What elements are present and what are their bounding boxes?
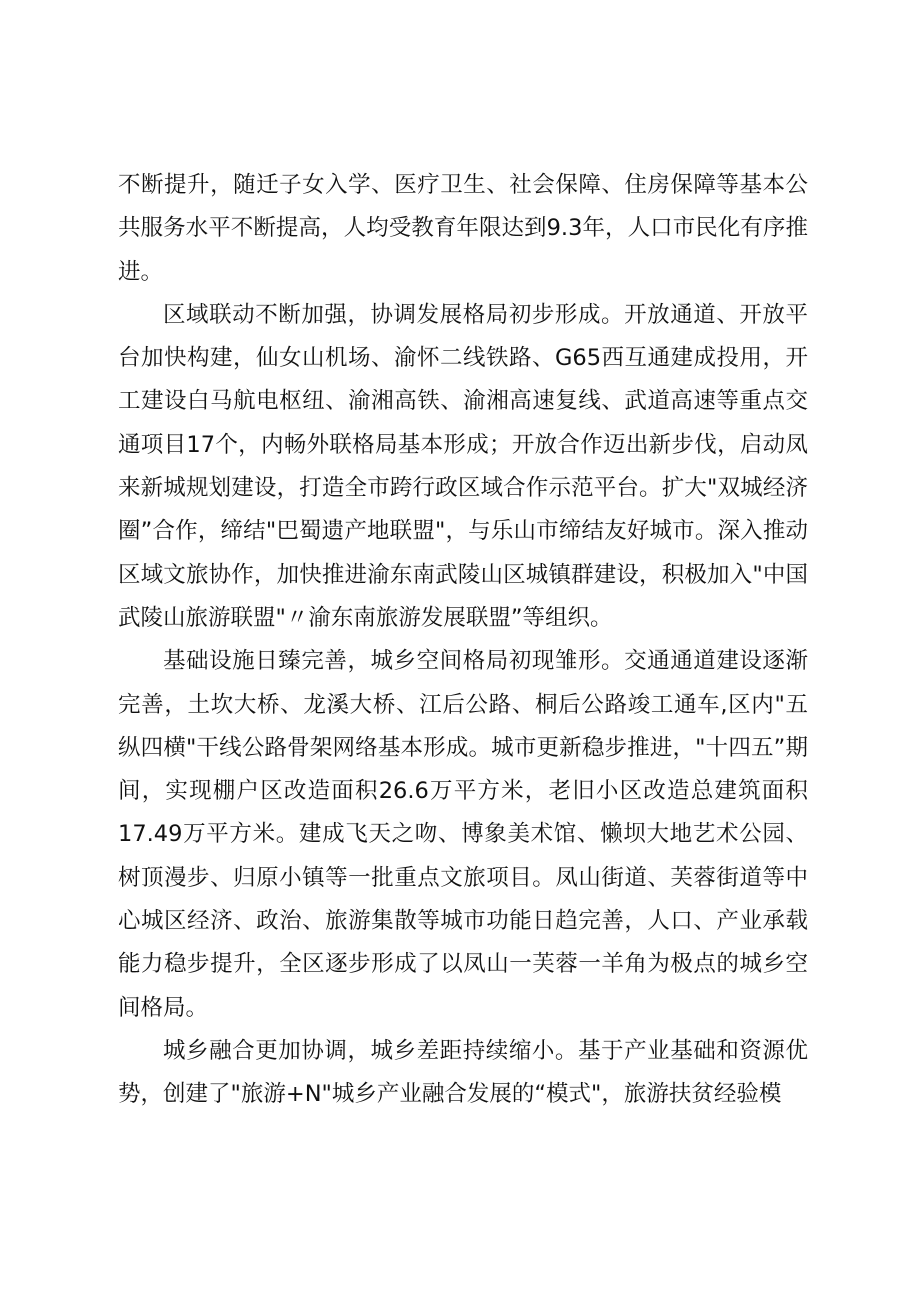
paragraph-regional-linkage: 区域联动不断加强，协调发展格局初步形成。开放通道、开放平台加快构建，仙女山机场、渝怀二线铁路、G65西互通建成投用，开工建设白马航电枢纽、渝湘高铁、渝湘高速复线、武道高速等重点交通项目17个，内畅外联格局基本形成；开放合作迈出新步伐，启动凤来新城规划建设，打造全市跨行政区域合作示范平台。扩大"双城经济圈”合作，缔结"巴蜀遗产地联盟"，与乐山市缔结友好城市。深入推动区域文旅协作，加快推进渝东南武陵山区城镇群建设，积极加入"中国武陵山旅游联盟"〃渝东南旅游发展联盟”等组织。 (118, 301, 808, 631)
body-text (118, 164, 808, 1117)
paragraph-infrastructure: 基础设施日臻完善，城乡空间格局初现雏形。交通通道建设逐渐完善，土坎大桥、龙溪大桥、江后公路、桐后公路竣工通车,区内"五纵四横"干线公路骨架网络基本形成。城市更新稳步推进，"十四五”期间，实现棚户区改造面积26.6万平方米，老旧小区改造总建筑面积17.49万平方米。建成飞天之吻、博象美术馆、懒坝大地艺术公园、树顶漫步、归原小镇等一批重点文旅项目。凤山街道、芙蓉街道等中心城区经济、政治、旅游集散等城市功能日趋完善，人口、产业承载能力稳步提升，全区逐步形成了以凤山一芙蓉一羊角为极点的城乡空间格局。 (118, 648, 808, 1021)
paragraph-continuation: 不断提升，随迁子女入学、医疗卫生、社会保障、住房保障等基本公共服务水平不断提高，人均受教育年限达到9.3年，人口市民化有序推进。 (118, 172, 808, 285)
paragraph-urban-rural-integration: 城乡融合更加协调，城乡差距持续缩小。基于产业基础和资源优势，创建了"旅游+N"城乡产业融合发展的“模式"，旅游扶贫经验模 (118, 1037, 808, 1108)
